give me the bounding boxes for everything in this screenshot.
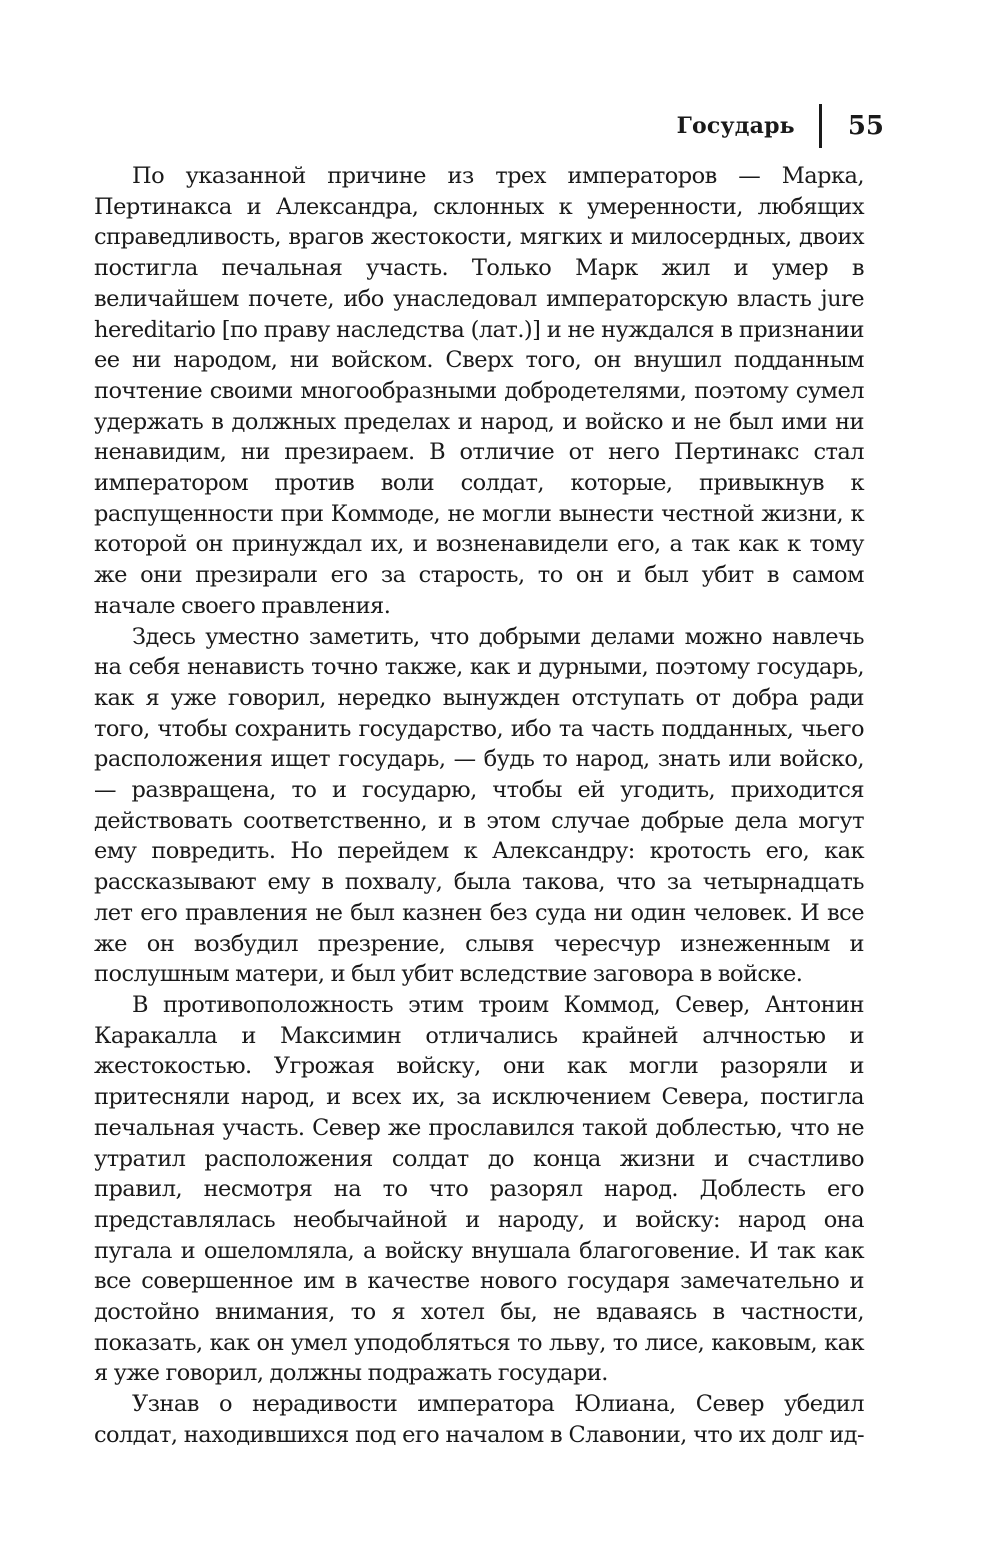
paragraph: По указанной причине из трех императоров — Марка, Пертинакса и Александра, склонных к умеренности, любящих справедливость, врагов жестокости, мягких и милосердных, двоих постигла печальная участь. Только Марк жил и умер в величайшем почете, ибо унаследовал императорскую власть jure hereditario [по праву наследства (лат.)] и не нуждался в признании ее ни народом, ни войском. Сверх того, он внушил подданным почтение своими многообразными добродетелями, поэтому сумел удержать в должных пределах и народ, и войско и не был ими ни ненавидим, ни презираем. В отличие от него Пертинакс стал императором против воли солдат, которые, привыкнув к распущенности при Коммоде, не могли вынести честной жизни, к которой он принуждал их, и возненавидели его, а так как к тому же они презирали его за старость, то он и был убит в самом начале своего правления. [94,163,864,619]
page-header [677,100,884,152]
running-title: Государь [676,113,795,139]
page-number: 55 [847,111,884,141]
paragraph: Узнав о нерадивости императора Юлиана, Север убедил солдат, находившихся под его началом в Славонии, что их долг ид- [94,1391,864,1448]
paragraph: Здесь уместно заметить, что добрыми делами можно навлечь на себя ненависть точно также, как и дурными, поэтому государь, как я уже говорил, нередко вынужден отступать от добра ради того, чтобы сохранить государство, ибо та часть подданных, чьего расположения ищет государь, — будь то народ, знать или войско, — развращена, то и государю, чтобы ей угодить, приходится действовать соответственно, и в этом случае добрые дела могут ему повредить. Но перейдем к Александру: кротость его, как рассказывают ему в похвалу, была такова, что за четырнадцать лет его правления не был казнен без суда ни один человек. И все же он возбудил презрение, слывя чересчур изнеженным и послушным матери, и был убит вследствие заговора в войске. [94,623,864,988]
header-divider [819,104,822,148]
body-text [94,161,864,1451]
paragraph: В противоположность этим троим Коммод, Север, Антонин Каракалла и Максимин отличались крайней алчностью и жестокостью. Угрожая войску, они как могли разоряли и притесняли народ, и всех их, за исключением Севера, постигла печальная участь. Север же прославился такой доблестью, что не утратил расположения солдат до конца жизни и счастливо правил, несмотря на то что разорял народ. Доблесть его представлялась необычайной и народу, и войску: народ она пугала и ошеломляла, а войску внушала благоговение. И так как все совершенное им в качестве нового государя замечательно и достойно внимания, то я хотел бы, не вдаваясь в частности, показать, как он умел уподобляться то льву, то лисе, каковым, как я уже говорил, должны подражать государи. [94,991,864,1387]
